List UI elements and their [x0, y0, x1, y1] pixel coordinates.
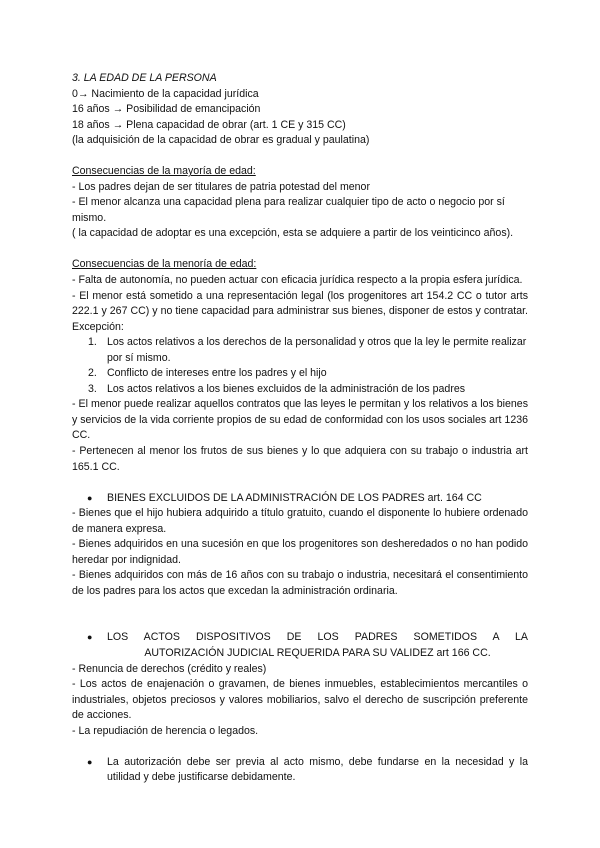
list-number: 2. [88, 367, 97, 380]
mayoria-heading: Consecuencias de la mayoría de edad: [72, 165, 256, 178]
list-number: 1. [88, 336, 97, 349]
mayoria-paragraph: - Los padres dejan de ser titulares de patria potestad del menor [72, 180, 370, 193]
exception-list [72, 335, 528, 397]
minoria-paragraph: - El menor está sometido a una representación legal (los progenitores art 154.2 CC o tutor arts 222.1 y 267 CC) y no tiene capacidad para administrar sus bienes, disponer de estos y contratar. Excepción: [72, 289, 528, 333]
list-item [72, 366, 528, 382]
section-title: 3. LA EDAD DE LA PERSONA [72, 72, 217, 84]
intro-line: 0→ Nacimiento de la capacidad jurídica [72, 87, 259, 100]
bullet-icon: ● [87, 492, 93, 503]
minoria-paragraph: - El menor puede realizar aquellos contratos que las leyes le permitan y los relativos a los bienes y servicios de la vida corriente propios de su edad de conformidad con los usos sociales art 1236 CC. [72, 398, 528, 442]
bullet-icon: ● [87, 756, 93, 767]
list-item-text: Conflicto de intereses entre los padres y el hijo [107, 367, 327, 380]
minoria-paragraph: - Falta de autonomía, no pueden actuar con eficacia jurídica respecto a la propia esfera jurídica. [72, 274, 523, 287]
minoria-paragraph: - Pertenecen al menor los frutos de sus bienes y lo que adquiera con su trabajo o industria art 165.1 CC. [72, 445, 528, 473]
mayoria-paragraph: - El menor alcanza una capacidad plena para realizar cualquier tipo de acto o negocio por sí mismo. [72, 196, 505, 224]
actos-paragraph: - Los actos de enajenación o gravamen, de bienes inmuebles, establecimientos mercantiles o industriales, objetos preciosos y valores mobiliarios, salvo el derecho de suscripción preferente de acciones. [72, 678, 528, 722]
bullet-icon: ● [87, 632, 93, 643]
bienes-heading-item [72, 491, 528, 507]
list-number: 3. [88, 382, 97, 395]
minoria-heading: Consecuencias de la menoría de edad: [72, 258, 257, 271]
list-item-text: Los actos relativos a los bienes excluidos de la administración de los padres [107, 382, 466, 395]
intro-line: (la adquisición de la capacidad de obrar es gradual y paulatina) [72, 134, 370, 147]
actos-heading: AUTORIZACIÓN JUDICIAL REQUERIDA PARA SU VALIDEZ art 166 CC. [144, 647, 491, 659]
list-item-text: Los actos relativos a los derechos de la personalidad y otros que la ley le permite realizar por sí mismo. [107, 336, 527, 364]
intro-line: 16 años → Posibilidad de emancipación [72, 103, 261, 116]
bienes-paragraph: - Bienes que el hijo hubiera adquirido a título gratuito, cuando el disponente lo hubiere ordenado de manera expresa. [72, 507, 528, 535]
bienes-heading: BIENES EXCLUIDOS DE LA ADMINISTRACIÓN DE LOS PADRES art. 164 CC [107, 491, 482, 504]
actos-paragraph: - Renuncia de derechos (crédito y reales) [72, 662, 267, 675]
actos-paragraph: - La repudiación de herencia o legados. [72, 724, 259, 737]
autorizacion-item [72, 755, 528, 786]
autorizacion-text: La autorización debe ser previa al acto mismo, debe fundarse en la necesidad y la utilidad y debe justificarse debidamente. [107, 755, 528, 784]
bienes-paragraph: - Bienes adquiridos en una sucesión en que los progenitores son desheredados o no han podido heredar por indignidad. [72, 538, 528, 566]
intro-line: 18 años → Plena capacidad de obrar (art. 1 CE y 315 CC) [72, 118, 346, 131]
bienes-paragraph: - Bienes adquiridos con más de 16 años con su trabajo o industria, necesitará el consentimiento de los padres para los actos que excedan la administración ordinaria. [72, 569, 528, 597]
actos-heading: LOS ACTOS DISPOSITIVOS DE LOS PADRES SOMETIDOS A LA [107, 631, 528, 644]
mayoria-paragraph: ( la capacidad de adoptar es una excepción, esta se adquiere a partir de los veinticinco años). [72, 227, 514, 240]
list-item [72, 335, 528, 366]
list-item [72, 382, 528, 398]
actos-heading-item [72, 630, 528, 661]
document-page [72, 71, 528, 786]
